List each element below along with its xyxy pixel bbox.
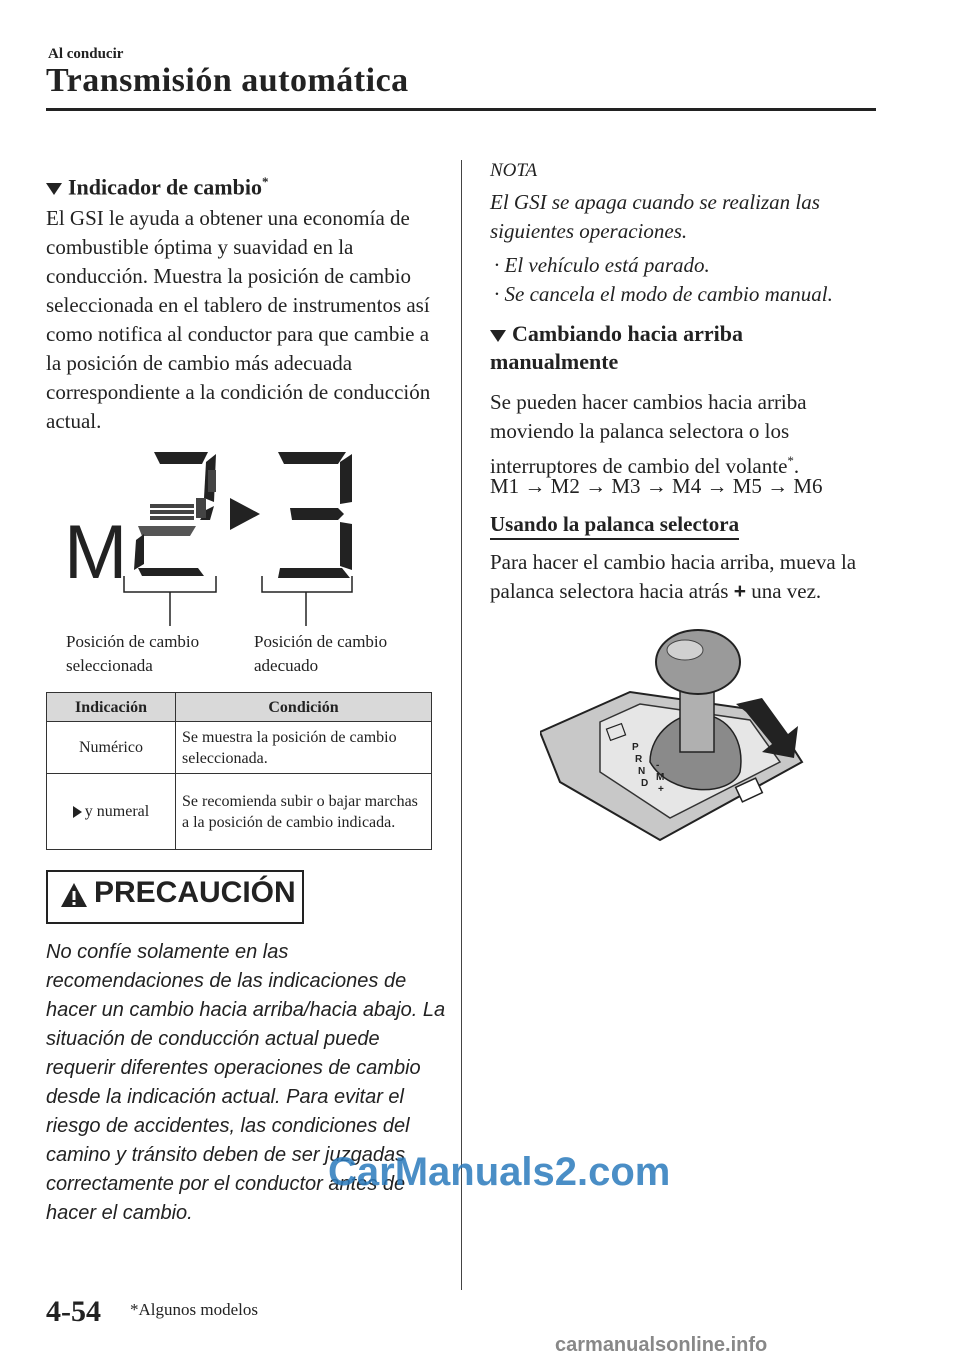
asterisk-mark: * (787, 453, 794, 468)
intro-paragraph: El GSI le ayuda a obtener una economía de combustible óptima y suavidad en la conducción. Muestra la posición de cambio seleccionada en el tablero de instrumentos así como notifica al conductor para que cambie a la posición de cambio más adecuada correspondiente a la condición de conducción actual. (46, 206, 431, 433)
gate-letter: - (656, 760, 660, 771)
paragraph-text: Se pueden hacer cambios hacia arriba moviendo la palanca selectora o los interruptores de cambio del volante (490, 390, 807, 478)
gate-letter: + (658, 784, 664, 795)
gear-sequence: M1 → M2 → M3 → M4 → M5 → M6 (490, 474, 823, 498)
column-divider (461, 160, 462, 1290)
lever-knob (656, 630, 740, 694)
table-header: Indicación (47, 693, 176, 722)
section-label: Al conducir (48, 46, 124, 62)
triangle-bullet-icon (46, 183, 62, 195)
warning-triangle-icon (60, 882, 88, 908)
nota-text: El GSI se apaga cuando se realizan las siguientes operaciones. (490, 190, 820, 243)
table-header: Condición (176, 693, 432, 722)
heading-text: Cambiando hacia arriba manualmente (490, 321, 744, 374)
watermark-secondary: carmanualsonline.info (555, 1334, 768, 1356)
suggested-bracket (262, 576, 352, 592)
list-item-text: El vehículo está parado. (504, 253, 710, 277)
table-cell: Se muestra la posición de cambio seleccionada. (176, 722, 432, 774)
list-item-text: Se cancela el modo de cambio manual. (504, 282, 833, 306)
upshift-paragraph (490, 388, 870, 481)
caution-text: No confíe solamente en las recomendaciones de las indicaciones de hacer un cambio hacia arriba/hacia abajo. La situación de conducción actual puede requerir diferentes operaciones de cambio desde la indicación actual. Para evitar el riesgo de accidentes, las condiciones del camino y tránsito deben de ser juzgadas correctamente por el conductor antes de hacer el cambio. (46, 941, 446, 1224)
paragraph-end: . (793, 454, 800, 478)
label-selected-position: Posición de cambio seleccionada (66, 632, 200, 675)
table-cell: Numérico (47, 722, 176, 774)
subheading-selector-lever (490, 512, 739, 537)
knob-button (667, 640, 703, 660)
heading-upshift (490, 320, 790, 376)
gate-letter: N (638, 766, 646, 777)
gate-letter: R (635, 754, 643, 765)
gate-letter: M (656, 772, 665, 783)
selected-bracket (124, 576, 216, 592)
footnote: *Algunos modelos (130, 1300, 258, 1319)
shift-lever-illustration (540, 622, 810, 842)
selector-paragraph (490, 548, 880, 606)
indication-label: y numeral (84, 803, 150, 820)
page-title: Transmisión automática (46, 62, 409, 99)
table-cell (47, 774, 176, 850)
bullet-dot-icon: · (494, 253, 505, 277)
suggested-gear-digit (278, 452, 352, 578)
paragraph-text: Para hacer el cambio hacia arriba, mueva la palanca selectora hacia atrás (490, 550, 857, 603)
mode-letter-m: M (64, 510, 128, 595)
subheading-text: Usando la palanca selectora (490, 512, 739, 540)
label-suggested-position: Posición de cambio adecuado (254, 632, 388, 675)
caution-title: PRECAUCIÓN (94, 876, 296, 909)
heading-text: Indicador de cambio (68, 174, 262, 200)
nota-title: NOTA (490, 160, 538, 181)
watermark-primary: CarManuals2.com (328, 1150, 671, 1194)
arrow-right-icon (73, 806, 82, 818)
title-rule (46, 108, 876, 111)
table-header-row (47, 693, 432, 722)
gate-letter: P (632, 742, 639, 753)
plus-icon: + (733, 580, 746, 603)
paragraph-end: una vez. (751, 579, 822, 603)
table-row (47, 774, 432, 850)
table-row (47, 722, 432, 774)
asterisk-mark: * (261, 174, 269, 189)
indication-table (46, 692, 432, 850)
list-item (494, 279, 833, 309)
suggest-arrow-icon (230, 498, 260, 530)
table-cell: Se recomienda subir o bajar marchas a la posición de cambio indicada. (176, 774, 432, 850)
triangle-bullet-icon (490, 330, 506, 342)
heading-shift-indicator (46, 168, 268, 201)
page-number: 4-54 (46, 1295, 101, 1328)
bullet-dot-icon: · (494, 282, 505, 306)
list-item (494, 250, 710, 280)
gate-letter: D (641, 778, 649, 789)
